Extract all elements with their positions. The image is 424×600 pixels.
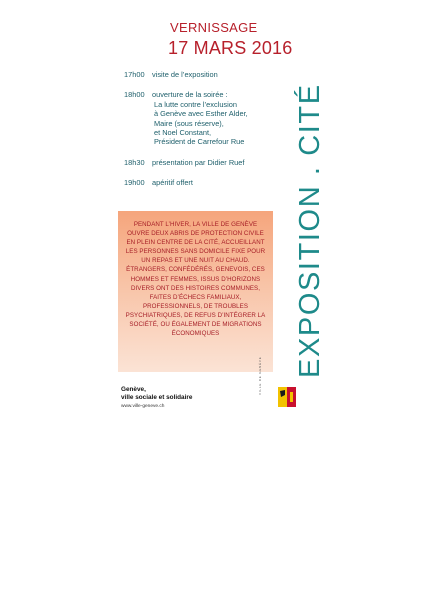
schedule-subline: à Genève avec Esther Alder, [154,109,248,119]
info-paragraph-1: PENDANT L’HIVER, LA VILLE DE GENÈVE OUVRE DEUX ABRIS DE PROTECTION CIVILE EN PLEIN CENTRE DE LA CITÉ, ACCUEILLANT LES PERSONNES SANS DOMICILE FIXE POUR UN REPAS ET UNE NUIT AU CHAUD. [125,221,266,265]
event-title: VERNISSAGE [170,20,258,35]
schedule-time: 19h00 [124,178,145,188]
schedule-desc: apéritif offert [152,178,193,188]
schedule-desc: présentation par Didier Ruef [152,157,245,167]
schedule-subline: Président de Carrefour Rue [154,137,245,147]
schedule-desc-block [152,90,294,146]
info-box [118,211,273,372]
footer [121,386,192,409]
schedule-desc: ouverture de la soirée : [152,90,228,100]
event-date: 17 MARS 2016 [168,38,293,58]
schedule-row [124,90,294,146]
schedule-time: 18h00 [124,90,145,100]
schedule-subline: La lutte contre l’exclusion [154,99,237,109]
info-paragraph-2: ÉTRANGERS, CONFÉDÉRÉS, GENEVOIS, CES HOMMES ET FEMMES, ISSUS D’HORIZONS DIVERS ONT DES HISTOIRES COMMUNES, FAITES D’ÉCHECS FAMILIAUX, PROFESSIONNELS, DE TROUBLES PSYCHIATRIQUES, DE REFUS D’INTÉGRER LA SOCIÉTÉ, OU ÉGALEMENT DE MIGRATIONS ÉCONOMIQUES [125,266,266,338]
schedule-row [124,70,294,79]
schedule-time: 17h00 [124,70,145,79]
logo-wordmark: VILLE DE GENÈVE [258,356,262,395]
schedule-desc: visite de l’exposition [152,70,218,79]
schedule [124,70,294,188]
schedule-subline: Maire (sous réserve), [154,118,224,128]
footer-url: www.ville-geneve.ch [121,404,165,410]
schedule-time: 18h30 [124,157,145,167]
schedule-subline: et Noel Constant, [154,128,212,138]
logo-key-icon [290,392,293,402]
geneva-coat-of-arms-logo [277,385,297,409]
logo-yellow-half [278,387,287,407]
footer-org-line1: Genève, [121,386,146,393]
schedule-row [124,158,294,167]
vertical-exhibition-title: EXPOSITION . CITÉ [294,83,326,378]
footer-org-line2: ville sociale et solidaire [121,394,193,402]
schedule-row [124,178,294,187]
